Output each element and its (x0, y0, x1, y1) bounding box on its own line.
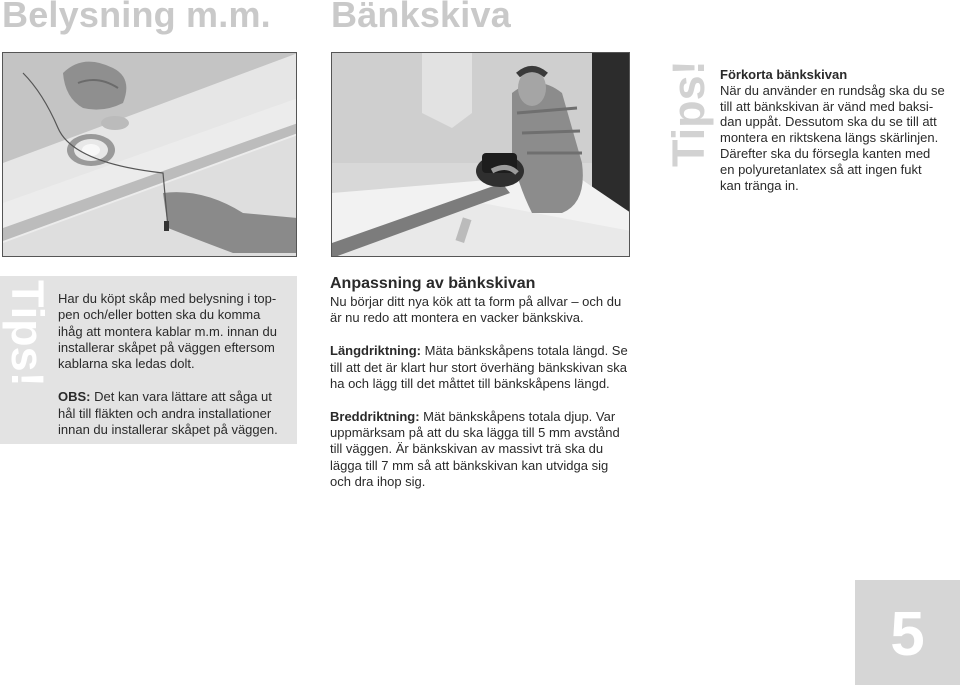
width-label: Breddriktning: (330, 409, 420, 425)
tip-box-paragraph: Har du köpt skåp med belysning i top- pen och/eller botten ska du komma ihåg att montera kablar m.m. innan du installerar skåpet på väggen eftersom kablarna ska ledas dolt. (58, 291, 277, 372)
lighting-installation-photo (2, 52, 297, 257)
tips-vertical-label-top: Tips! (663, 60, 714, 167)
page-number: 5 (890, 600, 925, 669)
tip-shorten-countertop (720, 67, 955, 193)
tip-top-line-2: till att bänkskivan är vänd med baksi- (720, 98, 934, 114)
tips-vertical-label-box: Tips! (2, 280, 53, 387)
section-heading-lighting: Belysning m.m. (2, 0, 271, 35)
tip-top-line-7: kan tränga in. (720, 177, 799, 193)
obs-label: OBS: (58, 389, 91, 405)
tip-box-obs-paragraph: OBS: Det kan vara lättare att såga ut hål till fläkten och andra installationer innan du installerar skåpet på väggen. (58, 389, 278, 438)
article-title: Anpassning av bänkskivan (330, 275, 536, 292)
article-intro: Nu börjar ditt nya kök att ta form på allvar – och du är nu redo att montera en vacker bänkskiva. (330, 294, 622, 326)
tip-top-line-1: När du använder en rundsåg ska du se (720, 82, 945, 98)
tip-box-lighting (0, 276, 297, 444)
section-heading-countertop: Bänkskiva (331, 0, 511, 35)
article-width-paragraph: Breddriktning: Mät bänkskåpens totala djup. Var uppmärksam på att du ska lägga till 5 mm avstånd till väggen. Är bänkskivan av massivt trä ska du lägga till 7 mm så att bänkskivan kan utvidga sig och dra ihop sig. (330, 409, 620, 489)
page-number-box (855, 580, 960, 685)
article-length-paragraph: Längdriktning: Mäta bänkskåpens totala längd. Se till att det är klart hur stort överhäng bänkskivan ska ha och lägg till det måttet till bänkskåpens längd. (330, 343, 628, 391)
countertop-fitting-article (330, 274, 630, 507)
tip-top-line-4: montera en riktskena längs skärlinjen. (720, 130, 939, 146)
tip-box-text (58, 291, 294, 455)
length-label: Längdriktning: (330, 343, 421, 359)
tip-top-line-5: Därefter ska du försegla kanten med (720, 145, 931, 161)
tip-top-line-6: en polyuretanlatex så att ingen fukt (720, 161, 922, 177)
tip-top-line-3: dan uppåt. Dessutom ska du se till att (720, 114, 937, 130)
tip-top-title: Förkorta bänkskivan (720, 67, 848, 82)
countertop-cutting-photo (331, 52, 630, 257)
